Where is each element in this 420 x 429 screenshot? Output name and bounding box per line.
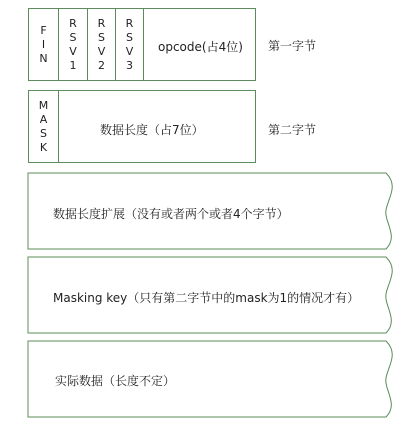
vertical-char: 2 bbox=[98, 58, 105, 72]
vertical-char: K bbox=[39, 140, 48, 154]
second-byte-side-label: 第二字节 bbox=[268, 123, 317, 137]
vertical-char: 1 bbox=[69, 58, 77, 72]
vertical-char: F bbox=[40, 23, 47, 37]
vertical-char: M bbox=[38, 98, 49, 112]
first-byte-side-label: 第一字节 bbox=[268, 39, 317, 53]
vertical-char: S bbox=[40, 126, 47, 140]
vertical-char: V bbox=[69, 44, 77, 58]
vertical-char: I bbox=[41, 37, 46, 51]
opcode-label: opcode(占4位) bbox=[158, 40, 243, 54]
payload-label: 实际数据（长度不定） bbox=[55, 374, 176, 388]
vertical-char: R bbox=[69, 16, 77, 30]
vertical-char: S bbox=[126, 30, 133, 44]
vertical-char: V bbox=[97, 44, 106, 58]
vertical-char: V bbox=[125, 44, 134, 58]
vertical-char: N bbox=[39, 51, 48, 65]
ext-length-label: 数据长度扩展（没有或者两个或者4个字节） bbox=[53, 207, 289, 221]
vertical-char: R bbox=[125, 16, 134, 30]
vertical-char: A bbox=[39, 112, 48, 126]
vertical-char: S bbox=[69, 30, 77, 44]
length-label: 数据长度（占7位） bbox=[100, 123, 204, 137]
vertical-char: 3 bbox=[126, 58, 133, 72]
masking-key-label: Masking key（只有第二字节中的mask为1的情况才有） bbox=[53, 291, 360, 305]
vertical-char: R bbox=[97, 16, 106, 30]
vertical-char: S bbox=[98, 30, 105, 44]
